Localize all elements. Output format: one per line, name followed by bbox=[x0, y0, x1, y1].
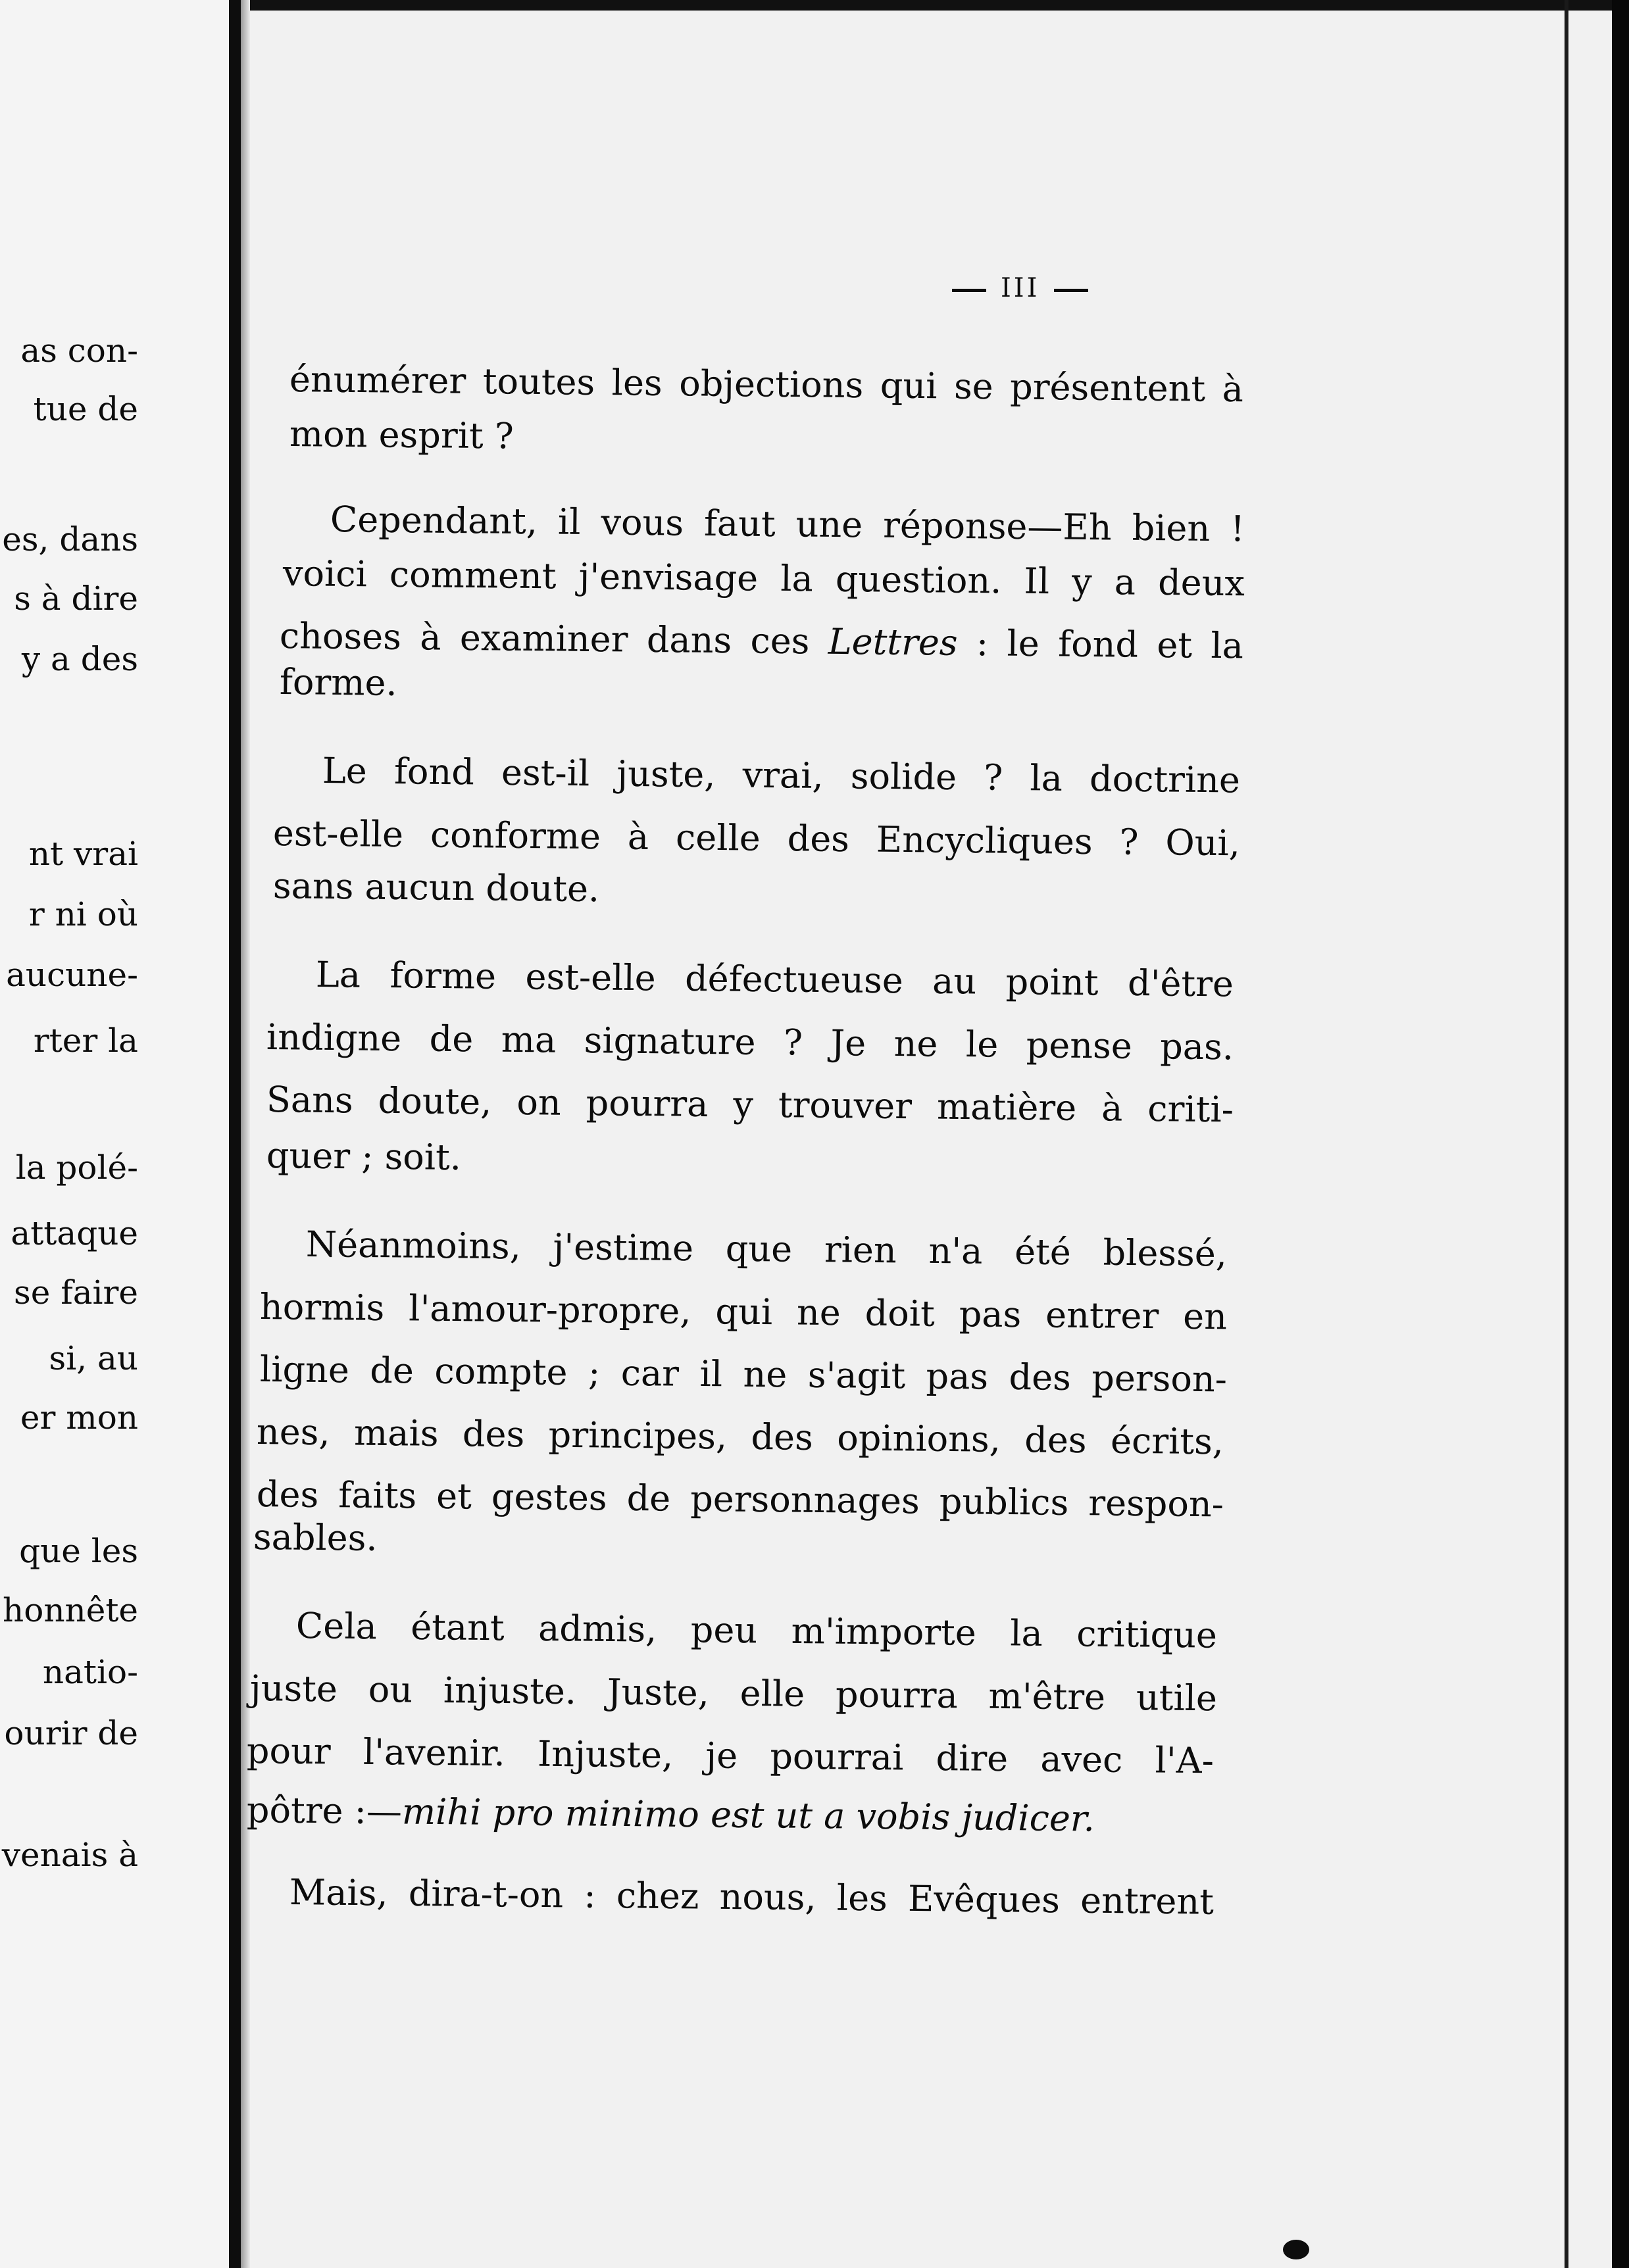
scan-smudge bbox=[1283, 2240, 1309, 2259]
left-page-line: venais à bbox=[1, 1836, 138, 1874]
latin-quotation: mihi pro minimo est ut a vobis judicer. bbox=[401, 1790, 1095, 1840]
body-text-line: des faits et gestes de personnages publics respon- bbox=[256, 1473, 1224, 1525]
left-page-line: si, au bbox=[49, 1339, 138, 1377]
body-text-line: ligne de compte ; car il ne s'agit pas des person- bbox=[259, 1348, 1228, 1400]
page-edge-line bbox=[1565, 0, 1568, 2268]
body-text-line: juste ou injuste. Juste, elle pourra m'être utile bbox=[249, 1667, 1218, 1719]
left-page-line: as con- bbox=[20, 332, 138, 370]
body-text-line: Cependant, il vous faut une réponse—Eh bien ! bbox=[330, 499, 1245, 550]
left-page-line: er mon bbox=[20, 1398, 138, 1437]
body-text-line: Sans doute, on pourra y trouver matière à criti- bbox=[266, 1079, 1234, 1131]
left-page-line: se faire bbox=[14, 1273, 138, 1312]
left-page-line: rter la bbox=[33, 1022, 138, 1060]
body-text-line bbox=[280, 615, 1244, 667]
left-page-line: aucune- bbox=[6, 956, 138, 994]
main-page bbox=[246, 0, 1567, 2268]
body-text-line: hormis l'amour-propre, qui ne doit pas entrer en bbox=[259, 1286, 1228, 1338]
body-text-line: Néanmoins, j'estime que rien n'a été blessé, bbox=[305, 1223, 1228, 1275]
body-text-line: La forme est-elle défectueuse au point d'être bbox=[315, 954, 1234, 1005]
scan-right-edge bbox=[1612, 0, 1629, 2268]
left-page-line: nt vrai bbox=[28, 835, 138, 873]
body-text-line: énumérer toutes les objections qui se présentent à bbox=[289, 358, 1244, 410]
body-text-line: indigne de ma signature ? Je ne le pense pas. bbox=[266, 1016, 1234, 1068]
page-number: III bbox=[938, 273, 1103, 303]
left-page-line: y a des bbox=[21, 640, 138, 678]
left-page-line: s à dire bbox=[14, 579, 138, 618]
left-facing-page bbox=[0, 0, 229, 2268]
left-page-line: r ni où bbox=[28, 895, 138, 933]
left-page-line: ourir de bbox=[4, 1714, 138, 1752]
body-text-line: Le fond est-il juste, vrai, solide ? la doctrine bbox=[322, 750, 1241, 801]
body-text-line: pour l'avenir. Injuste, je pourrai dire avec l'A- bbox=[246, 1730, 1215, 1782]
left-page-line: la polé- bbox=[15, 1148, 138, 1187]
left-page-line: natio- bbox=[42, 1653, 138, 1691]
body-text-line: Cela étant admis, peu m'importe la critique bbox=[295, 1605, 1218, 1656]
body-text-segment: : le fond et la bbox=[957, 622, 1244, 667]
body-text-segment: pôtre :— bbox=[246, 1789, 403, 1833]
body-text-line: nes, mais des principes, des opinions, des écrits, bbox=[256, 1411, 1224, 1463]
body-text-line: sables. bbox=[253, 1516, 378, 1559]
italic-title: Lettres bbox=[828, 620, 958, 664]
book-gutter bbox=[229, 0, 241, 2268]
left-page-line: es, dans bbox=[2, 520, 138, 558]
body-text-line: est-elle conforme à celle des Encycliques ? Oui, bbox=[272, 812, 1241, 864]
body-text-line: voici comment j'envisage la question. Il y a deux bbox=[282, 553, 1245, 604]
body-text-line: mon esprit ? bbox=[289, 413, 514, 457]
body-text-line: quer ; soit. bbox=[266, 1135, 462, 1179]
left-page-line: que les bbox=[19, 1532, 138, 1570]
left-page-line: honnête bbox=[3, 1591, 138, 1629]
left-page-line: attaque bbox=[11, 1214, 138, 1252]
left-page-line: tue de bbox=[33, 390, 138, 428]
body-text-line bbox=[247, 1789, 1215, 1841]
gutter-shadow bbox=[241, 0, 250, 2268]
body-text-segment: choses à examiner dans ces bbox=[279, 615, 829, 662]
body-text-line: Mais, dira-t-on : chez nous, les Evêques entrent bbox=[289, 1871, 1215, 1923]
body-text-line: forme. bbox=[279, 661, 397, 704]
body-text-line: sans aucun doute. bbox=[272, 865, 600, 910]
